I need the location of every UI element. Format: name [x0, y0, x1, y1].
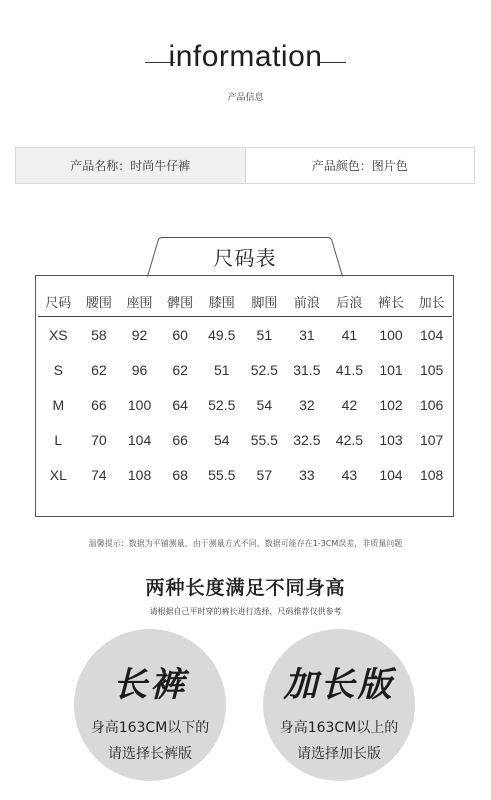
cell: 42.5: [335, 431, 364, 448]
cell: 74: [91, 466, 107, 483]
cell: 52.5: [250, 361, 278, 378]
product-name: 产品名称：时尚牛仔裤: [16, 148, 246, 183]
option-title: 长裤: [113, 665, 187, 705]
cell: 58: [91, 326, 107, 343]
cell: 70: [91, 431, 107, 448]
cell: 54: [213, 431, 230, 448]
table-row: [38, 457, 452, 492]
size-table: [38, 286, 452, 492]
table-row: [38, 387, 452, 422]
regular-length-option: [74, 629, 226, 781]
size-chart-title: 尺码表: [213, 246, 277, 270]
cell: 51: [256, 326, 273, 343]
cell: 105: [419, 361, 444, 378]
cell: 31: [299, 326, 315, 343]
cell: S: [53, 361, 63, 378]
length-heading: 两种长度满足不同身高: [145, 577, 346, 599]
option-line1: 身高163CM以上的: [279, 720, 399, 736]
col-header: 后浪: [328, 286, 371, 317]
col-header: 腰围: [79, 286, 120, 317]
cell: 62: [172, 361, 188, 378]
cell: 66: [172, 431, 188, 448]
cell: 49.5: [208, 326, 236, 343]
col-header: 尺码: [38, 286, 79, 317]
col-header: 脚围: [243, 286, 286, 317]
size-table-header: [38, 286, 452, 317]
table-row: [38, 422, 452, 457]
cell: 43: [341, 466, 358, 483]
cell: 66: [91, 396, 107, 413]
cell: 32.5: [293, 431, 321, 448]
cell: 101: [379, 361, 403, 378]
page-title-wrap: [0, 40, 491, 74]
table-row: [38, 352, 452, 387]
cell: 33: [299, 466, 315, 483]
size-table-box: [35, 275, 454, 517]
cell: 107: [419, 431, 444, 448]
cell: 108: [127, 466, 152, 483]
extended-length-option: [263, 629, 415, 781]
cell: 57: [256, 466, 273, 483]
col-header: 加长: [411, 286, 452, 317]
cell: 60: [172, 326, 188, 343]
cell: XL: [49, 466, 67, 483]
cell: 41.5: [335, 361, 364, 378]
cell: M: [52, 396, 65, 413]
table-row: [38, 317, 452, 353]
col-header: 前浪: [286, 286, 329, 317]
cell: 62: [91, 361, 107, 378]
option-line2: 请选择加长版: [297, 746, 381, 762]
option-title: 加长版: [283, 665, 395, 705]
cell: 42: [341, 396, 358, 413]
cell: 108: [419, 466, 444, 483]
col-header: 裤长: [371, 286, 412, 317]
cell: 104: [379, 466, 403, 483]
cell: 100: [379, 326, 403, 343]
cell: 31.5: [293, 361, 321, 378]
cell: 41: [341, 326, 358, 343]
size-chart-tab: [147, 237, 343, 277]
cell: 68: [172, 466, 188, 483]
page-subtitle: 产品信息: [227, 93, 264, 103]
cell: 104: [127, 431, 152, 448]
cell: 52.5: [208, 396, 236, 413]
col-header: 座围: [119, 286, 160, 317]
measurement-note: 温馨提示：数据为平铺测量，由于测量方式不同，数据可能存在1-3CM误差，非质量问题: [88, 539, 403, 548]
product-color: 产品颜色：图片色: [311, 159, 408, 173]
cell: 104: [419, 326, 444, 343]
col-header: 髀围: [160, 286, 201, 317]
cell: 103: [379, 431, 403, 448]
cell: 64: [172, 396, 188, 413]
page-title: information: [168, 40, 323, 73]
cell: 51: [213, 361, 230, 378]
cell: L: [54, 431, 63, 448]
option-line2: 请选择长裤版: [108, 746, 192, 762]
cell: 54: [256, 396, 273, 413]
cell: 55.5: [208, 466, 236, 483]
cell: 55.5: [250, 431, 278, 448]
product-info-bar: [15, 147, 475, 184]
cell: 32: [299, 396, 315, 413]
cell: 106: [419, 396, 444, 413]
cell: 92: [131, 326, 148, 343]
cell: 96: [131, 361, 148, 378]
cell: 102: [379, 396, 403, 413]
cell: 100: [127, 396, 152, 413]
col-header: 膝围: [201, 286, 244, 317]
length-subheading: 请根据自己平时穿的裤长进行选择，尺码推荐仅供参考: [149, 607, 342, 616]
cell: XS: [48, 326, 68, 343]
option-line1: 身高163CM以下的: [90, 720, 210, 736]
